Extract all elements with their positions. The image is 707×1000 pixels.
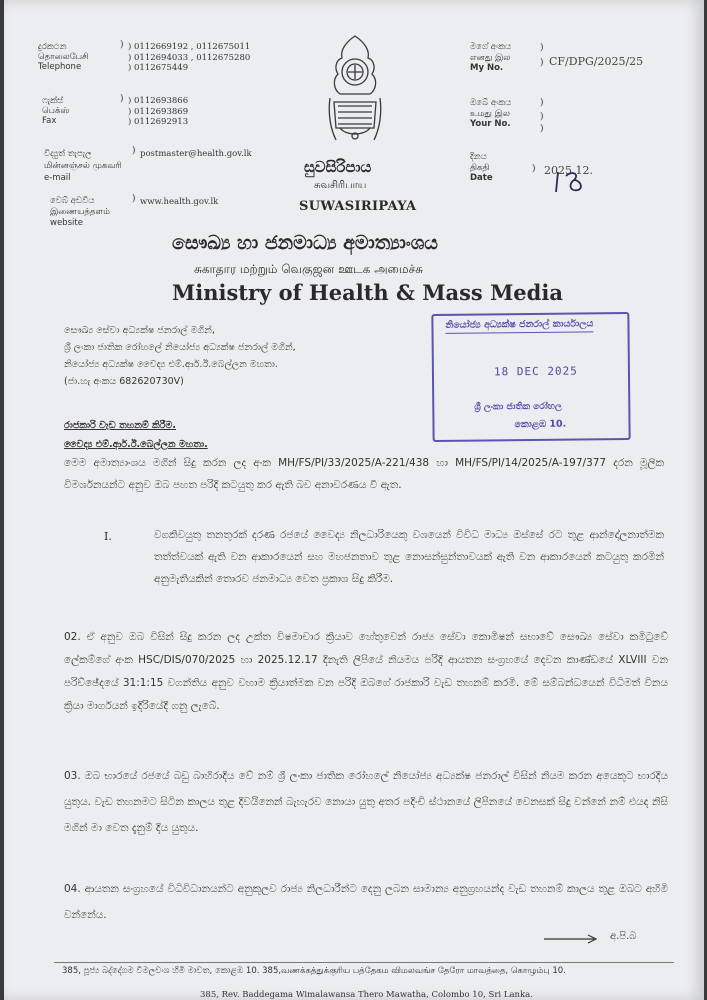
paragraph-04: 04. ආයතන සංග්‍රහයේ විධිවිධානයන්ට අනුකූලව රාජ්‍ය නිලධාරීන්ට දෙනු ලබන සාමාන්‍ය අනුග්‍රහයන්ද වැඩ තහනම් කාලය තුළ ඔබට අහිමි වන්නේය. [64, 883, 668, 921]
ministry-tamil: சுகாதார மற்றும் வெகுஜன ஊடக அமைச்சு [194, 262, 424, 276]
subject-block: රාජකාරි වැඩ තහනම් කිරීම. වෛද්‍ය එම්.ආර්.ඊ.බෙල්ලන මහතා. [64, 420, 208, 450]
telephone-label: දුරකථන தொலைபேசி Telephone [38, 42, 89, 72]
paragraph-02: 02. ඒ අනුව ඔබ විසින් සිදු කරන ලද උක්ත විෂමාචාර ක්‍රියාව හේතුවෙන් රාජ්‍ය සේවා කොමිෂන් සභාවේ සෞඛ්‍ය සේවා කමිටුවේ ලේකම්ගේ අංක HSC/DIS/070/2025 හා 2025.12.17 දිනැති ලිපියේ නියමය පරිදි ආයතන සංග්‍රහයේ දෙවන කාණ්ඩයේ XLVIII වන පරිච්ඡේදයේ 31:1:15 වගන්තිය අනුව වහාම ක්‍රියාත්මක වන පරිදි ඔබගේ රාජකාරි වැඩ තහනම් කරමි. මේ සම්බන්ධයෙන් විධිමත් විනය ක්‍රියා මාර්ගයන් ඉදිරියේදී ගනු ලැබේ. [64, 631, 668, 712]
handwritten-date-day [536, 166, 596, 196]
brand-tamil: சுவசிரிபாய [314, 180, 367, 191]
telephone-numbers: ) 0112669192 , 0112675011 ) 0112694033 , 0112675280 ) 0112675449 [128, 42, 251, 73]
sender-block: සෞඛ්‍ය සේවා අධ්‍යක්ෂ ජනරාල් මගින්, ශ්‍රී ලංකා ජාතික රෝහලේ නියෝජ්‍ය අධ්‍යක්ෂ ජනරාල් මගින්, නියෝජ්‍ය අධ්‍යක්ෂ වෛද්‍ය එම්.ආර්.ඊ.බෙල්ලන මහතා. (ජා.හැ අංකය 682620730V) [64, 325, 296, 387]
office-received-stamp: නියෝජ්‍ය අධ්‍යක්ෂ ජනරාල් කාර්යාලය 18 DEC 2025 ශ්‍රී ලංකා ජාතික රෝහල කොළඹ 10. [431, 312, 630, 442]
letter-page: දුරකථන தொலைபேசி Telephone ) ) 0112669192 , 0112675011 ) 0112694033 , 0112675280 ) 0112675449 ෆැක්ස් பெக்ஸ் Fax ) ) 0112693866 ) 0112693869 ) 0112692913 විද්‍යුත් තැපැල மின்னஞ்சல் முகவரி e-mail ) postmaster@health.gov.lk වෙබ් අඩවිය இணையத்தளம் website ) www.health.gov.lk සුවසිරිපාය சுவசிரிபாய SUWASIRIPAYA මගේ අංකය எனது இல My No. ) ) CF/DPG/2025/25 ඔබේ අංකය உமது இல Your No. ) ) ) දිනය திகதி Date ) 2025.12. සෞඛ්‍ය හා ජනමාධ්‍ය අමාත්‍යාංශය சுகாதார மற்றும் வெகுஜன ஊடக அமைச்சு Ministry of Health & Mass Media සෞඛ්‍ය සේවා අධ්‍යක්ෂ ජනරාල් මගින්, ශ්‍රී ලංකා ජාතික රෝහලේ නියෝජ්‍ය අධ්‍යක්ෂ ජනරාල් මගින්, නියෝජ්‍ය අධ්‍යක්ෂ වෛද්‍ය එම්.ආර්.ඊ.බෙල්ලන මහතා. (ජා.හැ අංකය 682620730V) නියෝජ්‍ය අධ්‍යක්ෂ ජනරාල් කාර්යාලය 18 DEC 2025 ශ්‍රී ලංකා ජාතික රෝහල කොළඹ 10. රාජකාරි වැඩ තහනම් කිරීම. වෛද්‍ය එම්.ආර්.ඊ.බෙල්ලන මහතා. මෙම අමාත්‍යාංශය මගින් සිදු කරන ලද අංක MH/FS/PI/33/2025/A-221/438 හා MH/FS/PI/14/2025/A-197/377 දරන මූලික විමර්ශනයන්ට අනුව ඔබ පහත පරිදි කටයුතු කර ඇති බව අනාවරණය වී ඇත. I. වගකිවයුතු තනතුරක් දරණ රජයේ වෛද්‍ය නිලධාරියෙකු වශයෙන් විවිධ මාධ්‍ය ඔස්සේ රට තුළ ආන්දෝලනාත්මක තත්ත්වයක් ඇති වන ආකාරයෙන් සහ මහජනතාව තුළ නොසන්සුන්තාවයක් ඇති වන ආකාරයෙන් කටයුතු කරමින් අනුමැතියකින් තොරව ජනමාධ්‍ය වෙත ප්‍රකාශ සිදු කිරීම. 02. ඒ අනුව ඔබ විසින් සිදු කරන ලද උක්ත විෂමාචාර ක්‍රියාව හේතුවෙන් රාජ්‍ය සේවා කොමිෂන් සභාවේ සෞඛ්‍ය සේවා කමිටුවේ ලේකම්ගේ අංක HSC/DIS/070/2025 හා 2025.12.17 දිනැති ලිපියේ නියමය පරිදි ආයතන සංග්‍රහයේ දෙවන කාණ්ඩයේ XLVIII වන පරිච්ඡේදයේ 31:1:15 වගන්තිය අනුව වහාම ක්‍රියාත්මක වන පරිදි ඔබගේ රාජකාරි වැඩ තහනම් කරමි. මේ සම්බන්ධයෙන් විධිමත් විනය ක්‍රියා මාර්ගයන් ඉදිරියේදී ගනු ලැබේ. 03. ඔබ භාරයේ රජයේ බඩු බාහිරාදිය වේ නම් ශ්‍රී ලංකා ජාතික රෝහලේ නියෝජ්‍ය අධ්‍යක්ෂ ජනරාල් විසින් නියම කරන අයෙකුට භාරදිය යුතුය. වැඩ තහනමට සිටින කාලය තුළ දිවයිනෙන් බැහැරව නොයා යුතු අතර පදිංචි ස්ථානයේ ලිපිනයේ වෙනසක් සිදු වන්නේ නම් එයද නිසි මගින් මා වෙත දැනුම් දිය යුතුය. 04. ආයතන සංග්‍රහයේ විධිවිධානයන්ට අනුකූලව රාජ්‍ය නිලධාරීන්ට දෙනු ලබන සාමාන්‍ය අනුග්‍රහයන්ද වැඩ තහනම් කාලය තුළ ඔබට අහිමි වන්නේය. අ.පි.බ 385, පූජ්‍ය බද්දේගම විමලවංශ හිමි මාවත, කොළඹ 10. 385,வணக்கத்துக்குரிய பத்தேகம விமலவங்ச தேரோ மாவத்தை, கொழும்பு 10. 385, Rev. Baddegama Wimalawansa Thero Mawatha, Colombo 10, Sri Lanka. [4, 0, 704, 1000]
continued-arrow-icon [542, 934, 602, 944]
intro-paragraph: මෙම අමාත්‍යාංශය මගින් සිදු කරන ලද අංක MH/FS/PI/33/2025/A-221/438 හා MH/FS/PI/14/2025/A-197/377 දරන මූලික විමර්ශනයන්ට අනුව ඔබ පහත පරිදි කටයුතු කර ඇති බව අනාවරණය වී ඇත. [64, 457, 664, 491]
page-turn-note: අ.පි.බ [610, 931, 637, 942]
fax-numbers: ) 0112693866 ) 0112693869 ) 0112692913 [128, 96, 189, 127]
date-label: දිනය திகதி Date [470, 152, 493, 183]
footer-address-en: 385, Rev. Baddegama Wimalawansa Thero Mawatha, Colombo 10, Sri Lanka. [200, 990, 533, 1000]
fax-label: ෆැක්ස් பெக்ஸ் Fax [42, 96, 70, 126]
my-no-value: CF/DPG/2025/25 [549, 55, 644, 68]
website-address: www.health.gov.lk [140, 197, 219, 207]
date-value: 2025.12. [544, 164, 593, 177]
ministry-sinhala: සෞඛ්‍ය හා ජනමාධ්‍ය අමාත්‍යාංශය [172, 232, 438, 254]
footer-address-si-ta: 385, පූජ්‍ය බද්දේගම විමලවංශ හිමි මාවත, කොළඹ 10. 385,வணக்கத்துக்குரிய பத்தேகம விமலவங்ச தேரோ மாவத்தை, கொழும்பு 10. [62, 966, 566, 976]
ministry-english: Ministry of Health & Mass Media [172, 280, 563, 305]
your-no-label: ඔබේ අංකය உமது இல Your No. [470, 98, 512, 129]
footer-divider [54, 962, 674, 963]
paragraph-03: 03. ඔබ භාරයේ රජයේ බඩු බාහිරාදිය වේ නම් ශ්‍රී ලංකා ජාතික රෝහලේ නියෝජ්‍ය අධ්‍යක්ෂ ජනරාල් විසින් නියම කරන අයෙකුට භාරදිය යුතුය. වැඩ තහනමට සිටින කාලය තුළ දිවයිනෙන් බැහැරව නොයා යුතු අතර පදිංචි ස්ථානයේ ලිපිනයේ වෙනසක් සිදු වන්නේ නම් එයද නිසි මගින් මා වෙත දැනුම් දිය යුතුය. [64, 770, 668, 834]
item-number: I. [104, 530, 112, 543]
my-no-label: මගේ අංකය எனது இல My No. [470, 42, 512, 73]
website-label: වෙබ් අඩවිය இணையத்தளம் website [50, 196, 110, 228]
national-emblem-crest [326, 32, 384, 150]
email-label: විද්‍යුත් තැපැල மின்னஞ்சல் முகவரி e-mail [44, 149, 122, 183]
brand-sinhala: සුවසිරිපාය [304, 158, 372, 176]
brand-english: SUWASIRIPAYA [299, 199, 417, 214]
item-i-paragraph: වගකිවයුතු තනතුරක් දරණ රජයේ වෛද්‍ය නිලධාරියෙකු වශයෙන් විවිධ මාධ්‍ය ඔස්සේ රට තුළ ආන්දෝලනාත්මක තත්ත්වයක් ඇති වන ආකාරයෙන් සහ මහජනතාව තුළ නොසන්සුන්තාවයක් ඇති වන ආකාරයෙන් කටයුතු කරමින් අනුමැතියකින් තොරව ජනමාධ්‍ය වෙත ප්‍රකාශ සිදු කිරීම. [154, 529, 664, 585]
email-address: postmaster@health.gov.lk [140, 149, 252, 159]
